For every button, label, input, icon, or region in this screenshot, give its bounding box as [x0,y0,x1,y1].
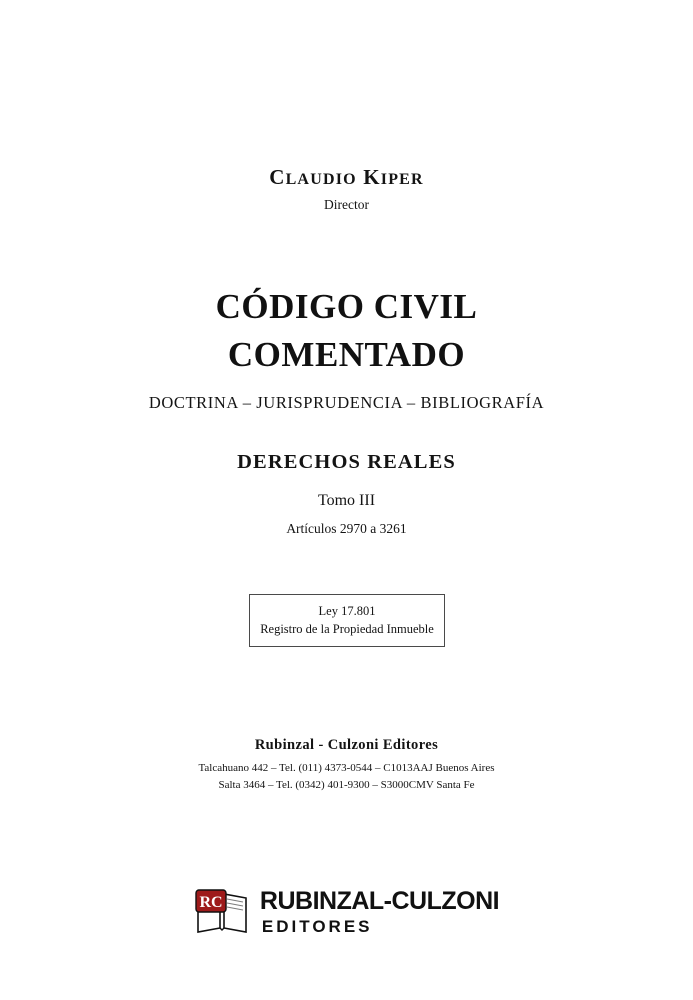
publisher-logo [0,888,693,936]
publisher-block [0,737,693,794]
svg-text:RC: RC [199,894,223,911]
title-line-2: COMENTADO [227,335,466,375]
volume-label: Tomo III [317,492,376,509]
title-line-1: CÓDIGO CIVIL [215,287,478,326]
logo-tagline-text: EDITORES [261,917,373,936]
logo-brand-text: RUBINZAL-CULZONI [259,887,500,915]
director-role: Director [324,197,369,212]
section-block [0,451,693,537]
law-box [249,594,445,647]
law-number: Ley 17.801 [318,604,376,618]
publisher-address-line-1: Talcahuano 442 – Tel. (011) 4373-0544 – C1013AAJ Buenos Aires [198,762,495,774]
section-title: DERECHOS REALES [237,451,456,473]
publisher-address-line-2: Salta 3464 – Tel. (0342) 401-9300 – S3000CMV Santa Fe [218,779,475,792]
publisher-name: Rubinzal - Culzoni Editores [254,737,439,753]
title-block [0,283,693,413]
book-monogram-icon [194,888,250,936]
title-subtitle: DOCTRINA – JURISPRUDENCIA – BIBLIOGRAFÍA [148,392,545,412]
articles-range: Artículos 2970 a 3261 [286,521,407,536]
law-description: Registro de la Propiedad Inmueble [260,622,434,637]
director-block [0,165,693,213]
director-name: CLAUDIO KIPER [269,165,424,189]
